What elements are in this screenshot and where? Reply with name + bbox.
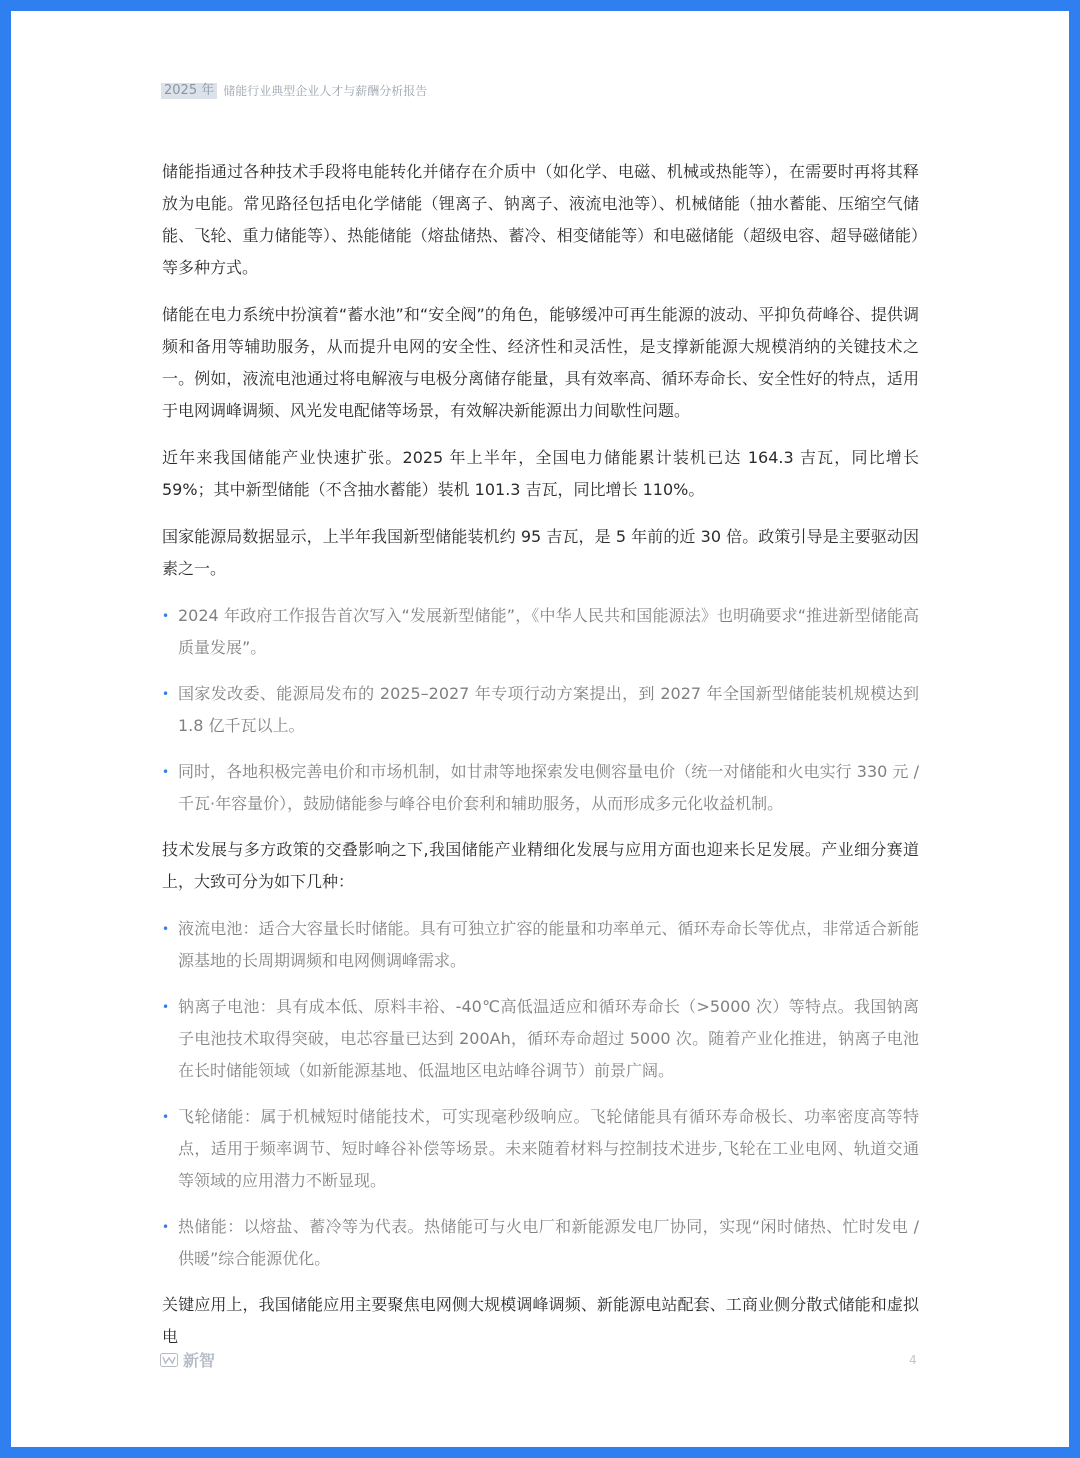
list-item (162, 1211, 919, 1275)
header-year-badge: 2025 年 (161, 83, 217, 99)
paragraph-policy: 国家能源局数据显示，上半年我国新型储能装机约 95 吉瓦，是 5 年前的近 30 倍。政策引导是主要驱动因素之一。 (162, 527, 919, 578)
paragraph-intro: 储能指通过各种技术手段将电能转化并储存在介质中（如化学、电磁、机械或热能等），在需要时再将其释放为电能。常见路径包括电化学储能（锂离子、钠离子、液流电池等）、机械储能（抽水蓄能、压缩空气储能、飞轮、重力储能等）、热能储能（熔盐储热、蓄冷、相变储能等）和电磁储能（超级电容、超导磁储能）等多种方式。 (162, 162, 919, 277)
bullet-text: 同时，各地积极完善电价和市场机制，如甘肃等地探索发电侧容量电价（统一对储能和火电实行 330 元 / 千瓦·年容量价），鼓励储能参与峰谷电价套利和辅助服务，从而形成多元化收益机制。 (178, 762, 919, 813)
list-item (162, 678, 919, 742)
bullet-dot-icon: • (162, 1000, 170, 1014)
tech-bullet-list (162, 913, 919, 1275)
bullet-text: 2024 年政府工作报告首次写入“发展新型储能”，《中华人民共和国能源法》也明确要求“推进新型储能高质量发展”。 (178, 606, 919, 657)
bullet-text: 国家发改委、能源局发布的 2025–2027 年专项行动方案提出，到 2027 年全国新型储能装机规模达到 1.8 亿千瓦以上。 (178, 684, 919, 735)
list-item (162, 1101, 919, 1197)
logo-mark-icon (160, 1353, 178, 1367)
bullet-text: 飞轮储能：属于机械短时储能技术，可实现毫秒级响应。飞轮储能具有循环寿命极长、功率密度高等特点，适用于频率调节、短时峰谷补偿等场景。未来随着材料与控制技术进步,飞轮在工业电网、轨道交通等领域的应用潜力不断显现。 (178, 1107, 919, 1190)
bullet-dot-icon: • (162, 765, 170, 779)
bullet-text: 液流电池：适合大容量长时储能。具有可独立扩容的能量和功率单元、循环寿命长等优点，非常适合新能源基地的长周期调频和电网侧调峰需求。 (178, 919, 919, 970)
list-item (162, 756, 919, 820)
bullet-text: 热储能：以熔盐、蓄冷等为代表。热储能可与火电厂和新能源发电厂协同，实现“闲时储热、忙时发电 / 供暖”综合能源优化。 (178, 1217, 919, 1268)
paragraph-role: 储能在电力系统中扮演着“蓄水池”和“安全阀”的角色，能够缓冲可再生能源的波动、平抑负荷峰谷、提供调频和备用等辅助服务，从而提升电网的安全性、经济性和灵活性，是支撑新能源大规模消纳的关键技术之一。例如，液流电池通过将电解液与电极分离储存能量，具有效率高、循环寿命长、安全性好的特点，适用于电网调峰调频、风光发电配储等场景，有效解决新能源出力间歇性问题。 (162, 305, 919, 420)
page-header (161, 83, 427, 99)
bullet-dot-icon: • (162, 1220, 170, 1234)
policy-bullet-list (162, 600, 919, 820)
bullet-text: 钠离子电池：具有成本低、原料丰裕、-40℃高低温适应和循环寿命长（>5000 次）等特点。我国钠离子电池技术取得突破，电芯容量已达到 200Ah，循环寿命超过 5000 次。随着产业化推进，钠离子电池在长时储能领域（如新能源基地、低温地区电站峰谷调节）前景广阔。 (178, 997, 919, 1080)
bullet-dot-icon: • (162, 1110, 170, 1124)
bullet-dot-icon: • (162, 609, 170, 623)
list-item (162, 600, 919, 664)
bullet-dot-icon: • (162, 922, 170, 936)
list-item (162, 913, 919, 977)
body-content (162, 156, 919, 1368)
header-title: 储能行业典型企业人才与薪酬分析报告 (223, 84, 428, 98)
paragraph-tech: 技术发展与多方政策的交叠影响之下,我国储能产业精细化发展与应用方面也迎来长足发展。产业细分赛道上，大致可分为如下几种： (162, 840, 919, 891)
paragraph-applications: 关键应用上，我国储能应用主要聚焦电网侧大规模调峰调频、新能源电站配套、工商业侧分散式储能和虚拟电 (162, 1295, 919, 1346)
report-page (11, 11, 1069, 1447)
logo-text: 新智 (183, 1351, 216, 1370)
page-number: 4 (909, 1353, 917, 1367)
footer-logo (160, 1348, 215, 1371)
paragraph-growth: 近年来我国储能产业快速扩张。2025 年上半年，全国电力储能累计装机已达 164.3 吉瓦，同比增长 59%；其中新型储能（不含抽水蓄能）装机 101.3 吉瓦，同比增长 110%。 (162, 448, 919, 499)
bullet-dot-icon: • (162, 687, 170, 701)
list-item (162, 991, 919, 1087)
